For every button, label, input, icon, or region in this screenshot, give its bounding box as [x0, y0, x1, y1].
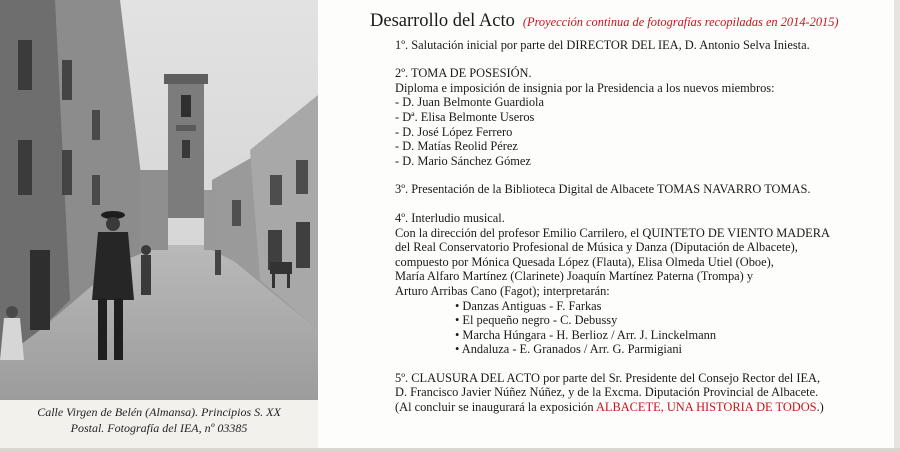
- item-5-line-3: [395, 400, 890, 415]
- music-piece: • El pequeño negro - C. Debussy: [455, 313, 618, 328]
- member-list-item: - D. Matías Reolid Pérez: [395, 139, 518, 154]
- item-4-line: del Real Conservatorio Profesional de Música y Danza (Diputación de Albacete),: [395, 240, 798, 255]
- program-item-4: [395, 211, 890, 357]
- caption-line-2: Postal. Fotografía del IEA, nº 03385: [70, 421, 248, 435]
- member-list-item: - D. Juan Belmonte Guardiola: [395, 95, 544, 110]
- item-1-text: 1º. Salutación inicial por parte del DIRECTOR DEL IEA, D. Antonio Selva Iniesta.: [395, 37, 810, 52]
- item-2-intro: Diploma e imposición de insignia por la Presidencia a los nuevos miembros:: [395, 80, 775, 95]
- event-program: [355, 11, 890, 429]
- caption-line-1: Calle Virgen de Belén (Almansa). Principios S. XX: [37, 405, 281, 419]
- member-list-item: - D. Mario Sánchez Gómez: [395, 153, 531, 168]
- music-piece: • Marcha Húngara - H. Berlioz / Arr. J. Linckelmann: [455, 327, 717, 342]
- item-4-line: compuesto por Mónica Quesada López (Flauta), Elisa Olmeda Utiel (Oboe),: [395, 254, 774, 269]
- item-4-line: María Alfaro Martínez (Clarinete) Joaquín Martínez Paterna (Trompa) y: [395, 269, 754, 284]
- exhibition-name: ALBACETE, UNA HISTORIA DE TODOS: [595, 400, 817, 415]
- item-2-heading: 2º. TOMA DE POSESIÓN.: [395, 66, 532, 81]
- item-4-heading: 4º. Interludio musical.: [395, 210, 505, 225]
- program-item-1: [395, 38, 890, 53]
- program-title: Desarrollo del Acto: [370, 11, 515, 31]
- photo-caption: [0, 404, 318, 436]
- program-header: [370, 11, 890, 31]
- historic-street-photo: [0, 0, 318, 400]
- item-5-line-2: D. Francisco Javier Núñez Núñez, y de la Excma. Diputación Provincial de Albacete.: [395, 385, 819, 400]
- member-list-item: - Dª. Elisa Belmonte Useros: [395, 109, 535, 124]
- item-4-line: Arturo Arribas Cano (Fagot); interpretarán:: [395, 283, 610, 298]
- program-item-5: [395, 371, 890, 415]
- member-list-item: - D. José López Ferrero: [395, 124, 513, 139]
- photo-panel: [0, 0, 318, 451]
- music-piece: • Danzas Antiguas - F. Farkas: [455, 298, 602, 313]
- item-4-line: Con la dirección del profesor Emilio Carrilero, el QUINTETO DE VIENTO MADERA: [395, 225, 830, 240]
- card-edge: [894, 0, 900, 451]
- item-5-line-3-end: .): [816, 400, 824, 415]
- item-3-text: 3º. Presentación de la Biblioteca Digital de Albacete TOMAS NAVARRO TOMAS.: [395, 182, 811, 197]
- program-item-2: [395, 66, 890, 168]
- music-piece: • Andaluza - E. Granados / Arr. G. Parmigiani: [455, 342, 682, 357]
- item-5-line-3-start: (Al concluir se inaugurará la exposición: [395, 400, 596, 415]
- music-piece-list: [455, 299, 890, 357]
- program-item-3: [395, 182, 890, 197]
- program-subtitle: (Proyección continua de fotografías recopiladas en 2014-2015): [522, 15, 839, 29]
- item-5-line-1: 5º. CLAUSURA DEL ACTO por parte del Sr. Presidente del Consejo Rector del IEA,: [395, 370, 821, 385]
